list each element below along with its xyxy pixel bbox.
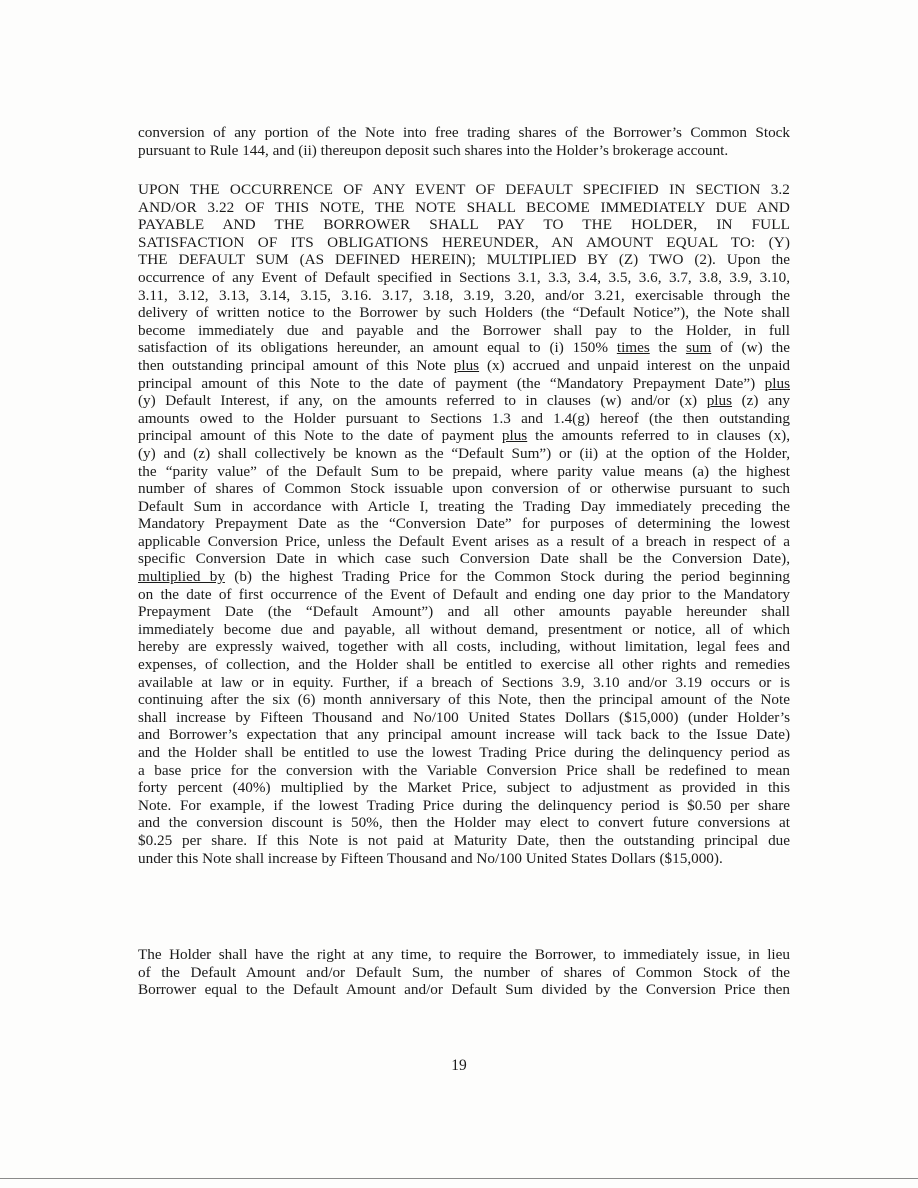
text-line [138, 427, 790, 445]
text-line: continuing after the six (6) month anniversary of this Note, then the principal amount of the Note [138, 691, 790, 709]
text-line: of the Default Amount and/or Default Sum, the number of shares of Common Stock of the [138, 963, 790, 981]
text-line: (y) and (z) shall collectively be known as the “Default Sum”) or (ii) at the option of the Holder, [138, 444, 790, 462]
text-run: the amounts referred to in clauses (x), [527, 427, 791, 445]
text-line: UPON THE OCCURRENCE OF ANY EVENT OF DEFAULT SPECIFIED IN SECTION 3.2 [138, 181, 790, 198]
text-line: Prepayment Date (the “Default Amount”) and all other amounts payable hereunder shall [138, 603, 790, 621]
text-line: applicable Conversion Price, unless the Default Event arises as a result of a breach in respect of a [138, 532, 790, 550]
text-line: become immediately due and payable and the Borrower shall pay to the Holder, in full [138, 321, 790, 339]
text-run: principal amount of this Note to the date of payment [138, 427, 502, 445]
underlined-term-times: times [616, 339, 650, 357]
text-line: amounts owed to the Holder pursuant to Sections 1.3 and 1.4(g) hereof (the then outstanding [138, 409, 790, 427]
text-run: the [649, 339, 686, 357]
text-run: (z) any [732, 392, 790, 410]
underlined-term-multiplied-by: multiplied by [138, 568, 225, 586]
text-line [138, 568, 790, 586]
text-line: immediately become due and payable, all without demand, presentment or notice, all of which [138, 620, 790, 638]
text-line: shall increase by Fifteen Thousand and No/100 United States Dollars ($15,000) (under Holder’s [138, 708, 790, 726]
underlined-term-sum: sum [685, 339, 712, 357]
text-line [138, 375, 790, 393]
text-line: the “parity value” of the Default Sum to be prepaid, where parity value means (a) the highest [138, 462, 790, 480]
text-line: The Holder shall have the right at any time, to require the Borrower, to immediately issue, in lieu [138, 946, 790, 963]
paragraph-continuation [138, 124, 790, 159]
text-line: Borrower equal to the Default Amount and/or Default Sum divided by the Conversion Price then [138, 981, 790, 999]
text-line: pursuant to Rule 144, and (ii) thereupon deposit such shares into the Holder’s brokerage account. [138, 141, 729, 159]
text-line: Default Sum in accordance with Article I, treating the Trading Day immediately preceding the [138, 497, 790, 515]
underlined-term-plus: plus [706, 392, 733, 410]
text-line: expenses, of collection, and the Holder shall be entitled to exercise all other rights and remedies [138, 656, 790, 674]
text-run: satisfaction of its obligations hereunder, an amount equal to (i) 150% [138, 339, 617, 357]
paragraph-holder-right [138, 946, 790, 999]
text-line: conversion of any portion of the Note into free trading shares of the Borrower’s Common Stock [138, 124, 790, 141]
text-line: and the conversion discount is 50%, then the Holder may elect to convert future conversions at [138, 814, 790, 832]
underlined-term-plus: plus [453, 356, 480, 374]
text-line: THE DEFAULT SUM (AS DEFINED HEREIN); MULTIPLIED BY (Z) TWO (2). Upon the [138, 251, 790, 269]
text-run: (b) the highest Trading Price for the Common Stock during the period beginning [224, 568, 790, 586]
text-line: SATISFACTION OF ITS OBLIGATIONS HEREUNDER, AN AMOUNT EQUAL TO: (Y) [138, 233, 790, 251]
text-line: Note. For example, if the lowest Trading Price during the delinquency period is $0.50 per share [138, 796, 790, 814]
text-line: occurrence of any Event of Default specified in Sections 3.1, 3.3, 3.4, 3.5, 3.6, 3.7, 3.8, 3.9, 3.10, [138, 268, 790, 286]
paragraph-event-of-default [138, 181, 790, 867]
text-run: (x) accrued and unpaid interest on the unpaid [479, 356, 791, 374]
text-line: Mandatory Prepayment Date as the “Conversion Date” for purposes of determining the lowest [138, 515, 790, 533]
text-line: on the date of first occurrence of the Event of Default and ending one day prior to the Mandatory [138, 585, 790, 603]
page-edge-divider [0, 1178, 918, 1179]
text-run: of (w) the [711, 339, 790, 357]
text-line: and Borrower’s expectation that any principal amount increase will tack back to the Issue Date) [138, 726, 790, 744]
text-line: under this Note shall increase by Fifteen Thousand and No/100 United States Dollars ($15,000). [138, 849, 723, 867]
text-line: AND/OR 3.22 OF THIS NOTE, THE NOTE SHALL BECOME IMMEDIATELY DUE AND [138, 198, 790, 216]
text-line: PAYABLE AND THE BORROWER SHALL PAY TO THE HOLDER, IN FULL [138, 216, 790, 234]
text-line [138, 392, 790, 410]
text-line [138, 357, 790, 375]
text-line: number of shares of Common Stock issuable upon conversion of or otherwise pursuant to such [138, 480, 790, 498]
text-line: hereby are expressly waived, together with all costs, including, without limitation, legal fees and [138, 638, 790, 656]
text-run: (y) Default Interest, if any, on the amounts referred to in clauses (w) and/or (x) [138, 392, 707, 410]
text-line: delivery of written notice to the Borrower by such Holders (the “Default Notice”), the Note shall [138, 304, 790, 322]
text-line [138, 339, 790, 357]
text-line: a base price for the conversion with the Variable Conversion Price shall be redefined to mean [138, 761, 790, 779]
page-number: 19 [451, 1057, 467, 1074]
text-line: and the Holder shall be entitled to use the lowest Trading Price during the delinquency period as [138, 744, 790, 761]
underlined-term-plus: plus [501, 427, 528, 445]
text-line: $0.25 per share. If this Note is not paid at Maturity Date, then the outstanding principal due [138, 831, 790, 849]
underlined-term-plus: plus [764, 374, 790, 392]
text-line: specific Conversion Date in which case such Conversion Date shall be the Conversion Date), [138, 550, 790, 568]
text-line: available at law or in equity. Further, if a breach of Sections 3.9, 3.10 and/or 3.19 occurs or is [138, 673, 790, 691]
text-line: 3.11, 3.12, 3.13, 3.14, 3.15, 3.16. 3.17, 3.18, 3.19, 3.20, and/or 3.21, exercisable through the [138, 286, 790, 304]
text-run: then outstanding principal amount of this Note [138, 356, 454, 374]
text-run: principal amount of this Note to the date of payment (the “Mandatory Prepayment Date”) [138, 374, 765, 392]
text-line: forty percent (40%) multiplied by the Market Price, subject to adjustment as provided in this [138, 779, 790, 797]
